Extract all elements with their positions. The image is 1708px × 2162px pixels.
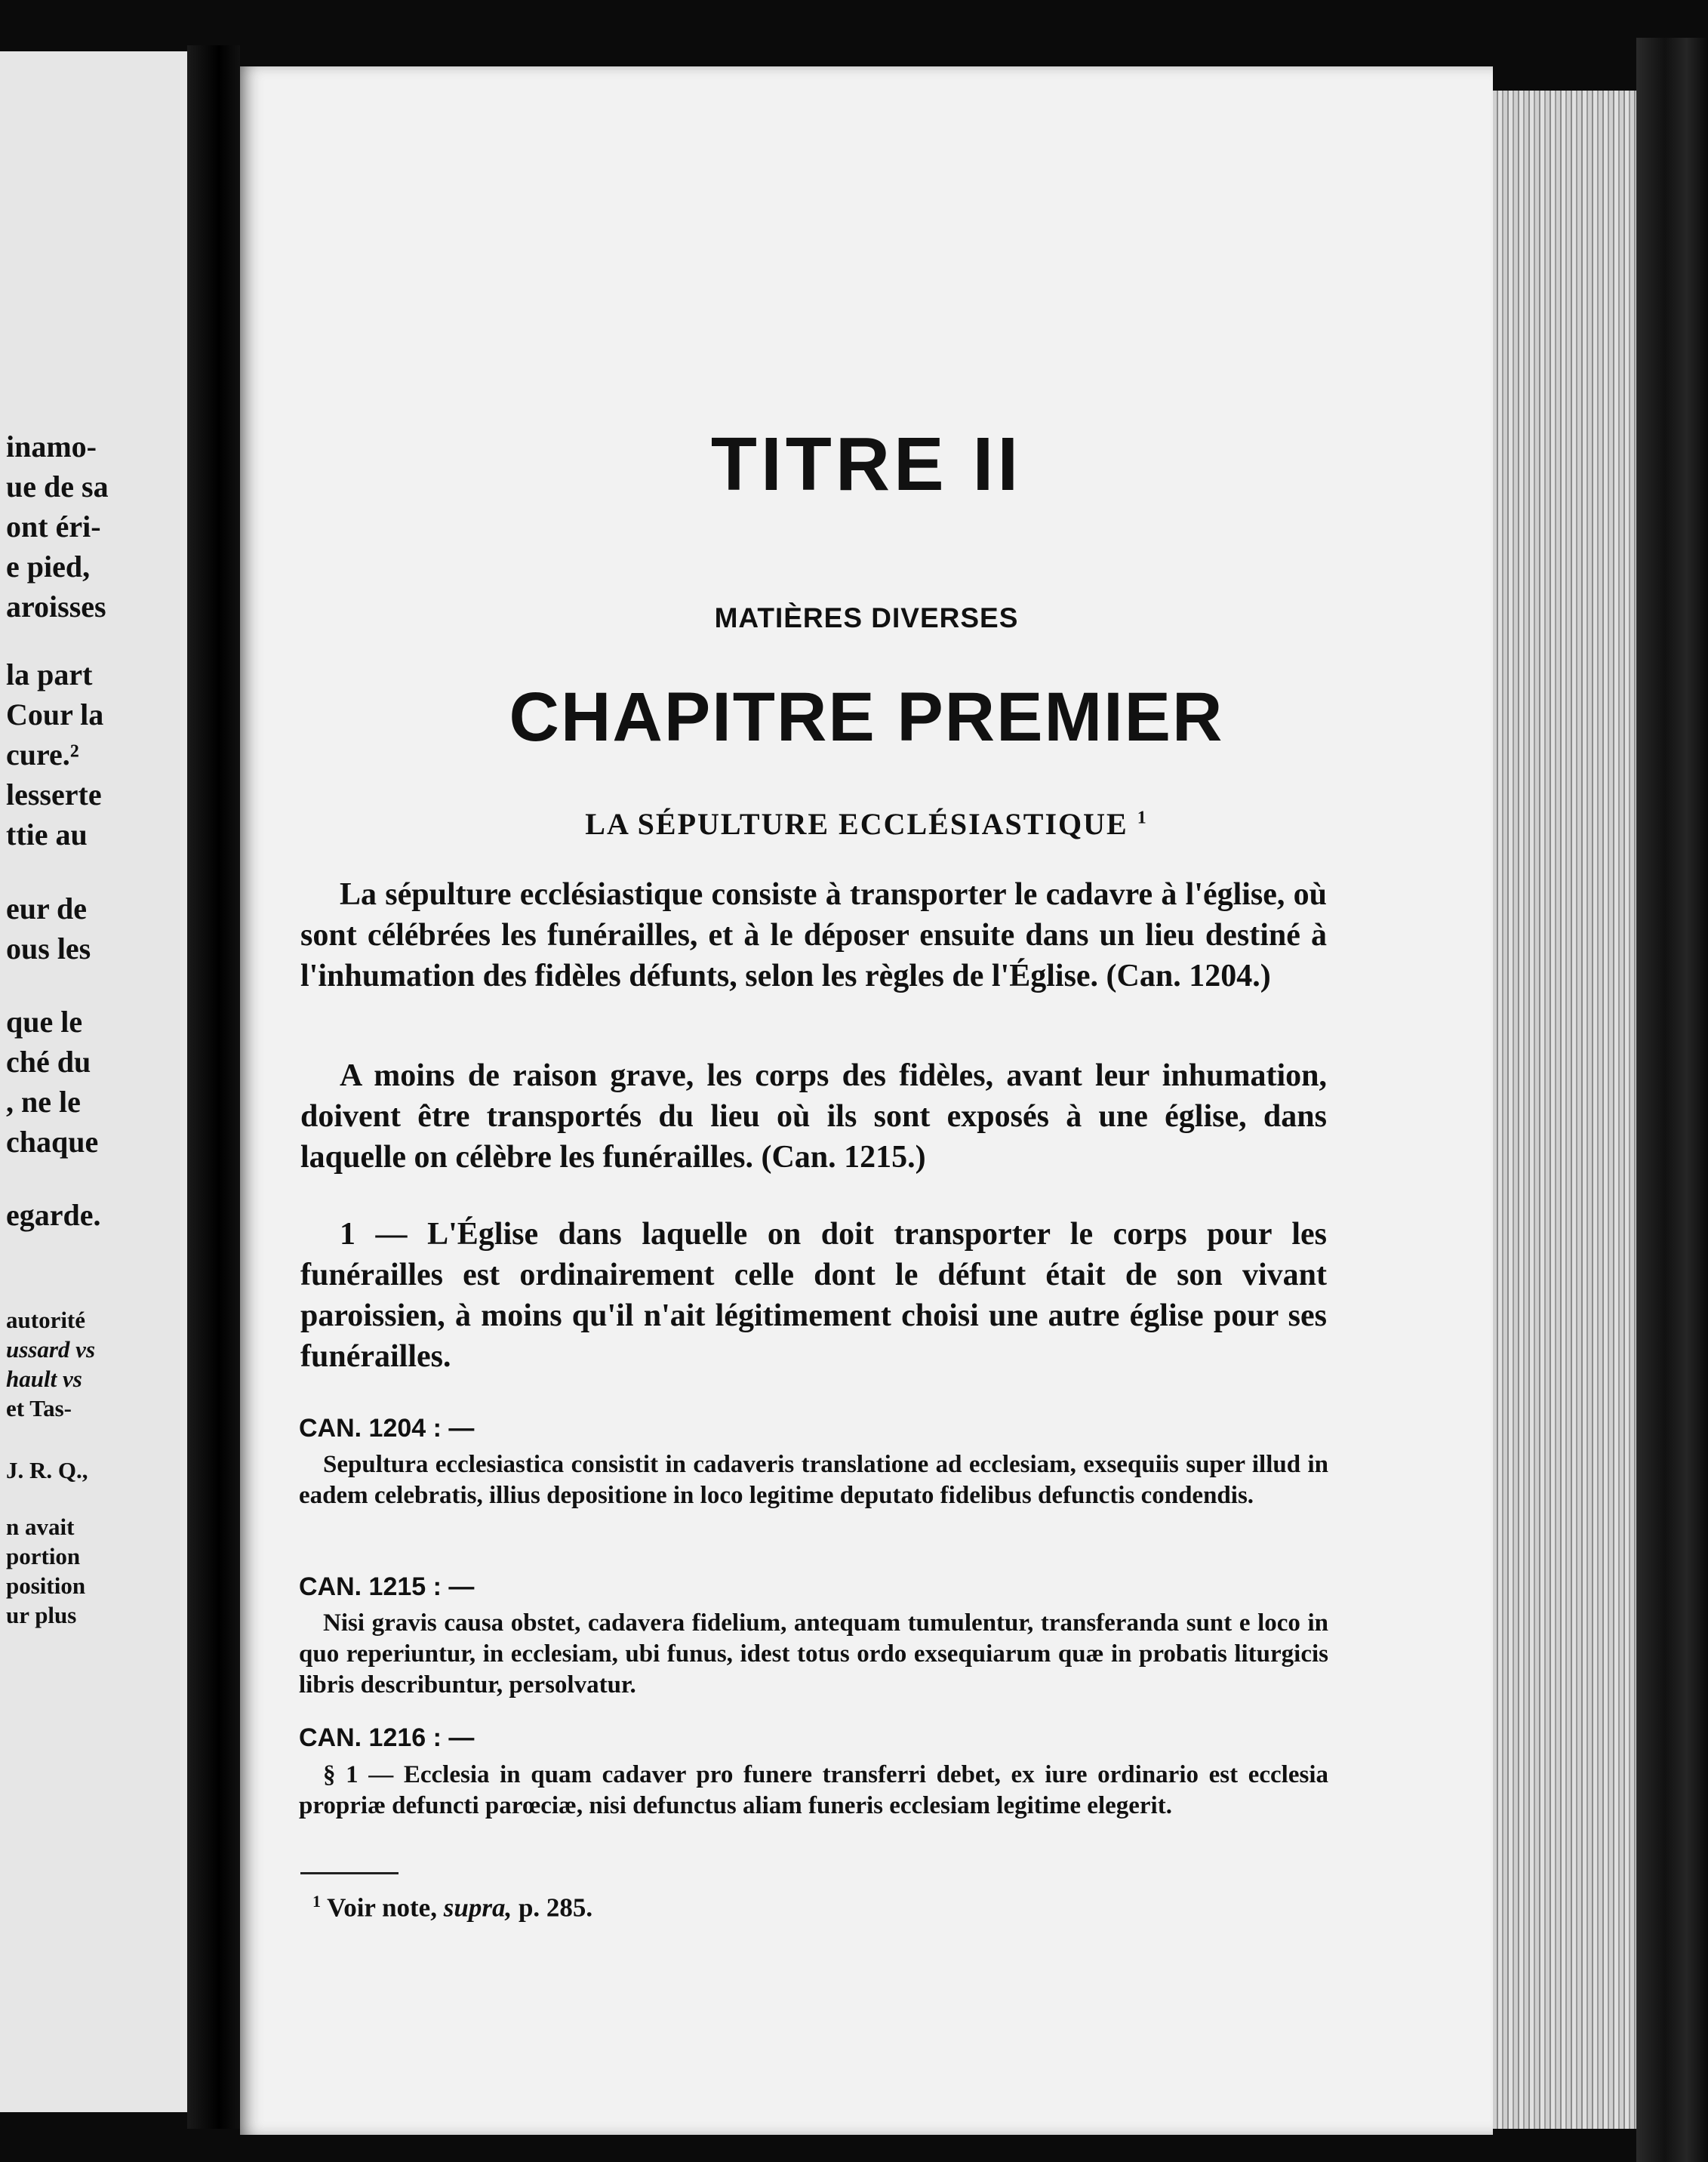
footnote-suffix: p. 285. — [518, 1893, 593, 1923]
left-page-line: ttie au — [6, 818, 88, 852]
left-page-line: e pied, — [6, 550, 91, 584]
canon-text: § 1 — Ecclesia in quam cadaver pro funere transferri debet, ex iure ordinario est ecclesia propriæ defuncti parœciæ, nisi defunctus aliam funeris ecclesiam legitime elegerit. — [299, 1761, 1328, 1819]
left-page-note-line: ussard vs — [6, 1336, 96, 1363]
left-page-line: inamo- — [6, 430, 97, 464]
left-page-note-line: n avait — [6, 1514, 75, 1540]
section-heading-text: LA SÉPULTURE ECCLÉSIASTIQUE — [585, 807, 1128, 841]
left-page-note-line: J. R. Q., — [6, 1457, 88, 1483]
left-page-note-line: position — [6, 1572, 86, 1599]
left-page-line: aroisses — [6, 590, 106, 624]
left-page-line: egarde. — [6, 1198, 101, 1232]
main-page — [240, 66, 1493, 2135]
body-paragraph: 1 — L'Église dans laquelle on doit transporter le corps pour les funérailles est ordinairement celle dont le défunt était de son vivant paroissien, à moins qu'il n'ait légitimement choisi une autre église pour ses funérailles. — [300, 1217, 1327, 1374]
book-gutter — [187, 45, 240, 2129]
footnote-reference: 1 — [1137, 808, 1148, 828]
chapter-heading: CHAPITRE PREMIER — [509, 679, 1224, 756]
canon-text: Sepultura ecclesiastica consistit in cadaveris translatione ad ecclesiam, exsequiis super illud in eadem celebratis, illius depositione in loco legitime deputato fidelibus defunctis condendis. — [299, 1451, 1328, 1509]
left-page-line: cure.² — [6, 738, 79, 771]
subtitle-heading: MATIÈRES DIVERSES — [714, 602, 1019, 633]
left-page-line: ché du — [6, 1045, 91, 1079]
left-page-line: la part — [6, 658, 93, 691]
footnote-italic: supra, — [443, 1893, 512, 1923]
book-cover-edge — [1636, 38, 1708, 2162]
canon-heading: CAN. 1215 : — — [299, 1572, 475, 1601]
footnote-divider — [300, 1872, 399, 1874]
left-page-line: , ne le — [6, 1085, 81, 1119]
canon-heading: CAN. 1204 : — — [299, 1414, 475, 1443]
section-heading — [240, 806, 1493, 842]
left-page-note-line: hault vs — [6, 1366, 82, 1392]
left-page-line: ue de sa — [6, 470, 109, 504]
page-block-edges — [1493, 91, 1636, 2129]
left-page-line: ont éri- — [6, 510, 101, 544]
canon-heading: CAN. 1216 : — — [299, 1723, 475, 1752]
footnote-mark: 1 — [312, 1892, 321, 1911]
left-page-line: chaque — [6, 1125, 99, 1159]
left-page-note-line: portion — [6, 1543, 81, 1569]
body-paragraph: A moins de raison grave, les corps des fidèles, avant leur inhumation, doivent être transportés du lieu où ils sont exposés à une église, dans laquelle on célèbre les funérailles. (Can. 1215.) — [300, 1058, 1327, 1175]
left-page-note-line: ur plus — [6, 1602, 77, 1628]
left-page-line: ous les — [6, 932, 91, 966]
footnote — [312, 1892, 592, 1923]
previous-page-fragment — [0, 51, 187, 2112]
title-heading: TITRE II — [710, 422, 1023, 507]
left-page-note-line: autorité — [6, 1307, 86, 1333]
left-page-line: que le — [6, 1005, 83, 1039]
canon-text: Nisi gravis causa obstet, cadavera fidelium, antequam tumulentur, transferanda sunt e loco in quo reperiuntur, in ecclesiam, ubi funus, idest totus ordo exsequiarum quæ in probatis liturgicis libris describuntur, persolvatur. — [299, 1609, 1328, 1698]
left-page-note-line: et Tas- — [6, 1395, 72, 1421]
left-page-line: eur de — [6, 892, 88, 925]
left-page-line: Cour la — [6, 698, 104, 731]
footnote-prefix: Voir note, — [327, 1893, 437, 1923]
left-page-line: lesserte — [6, 778, 102, 812]
body-paragraph: La sépulture ecclésiastique consiste à transporter le cadavre à l'église, où sont célébrées les funérailles, et à le déposer ensuite dans un lieu destiné à l'inhumation des fidèles défunts, selon les règles de l'Église. (Can. 1204.) — [300, 877, 1327, 993]
